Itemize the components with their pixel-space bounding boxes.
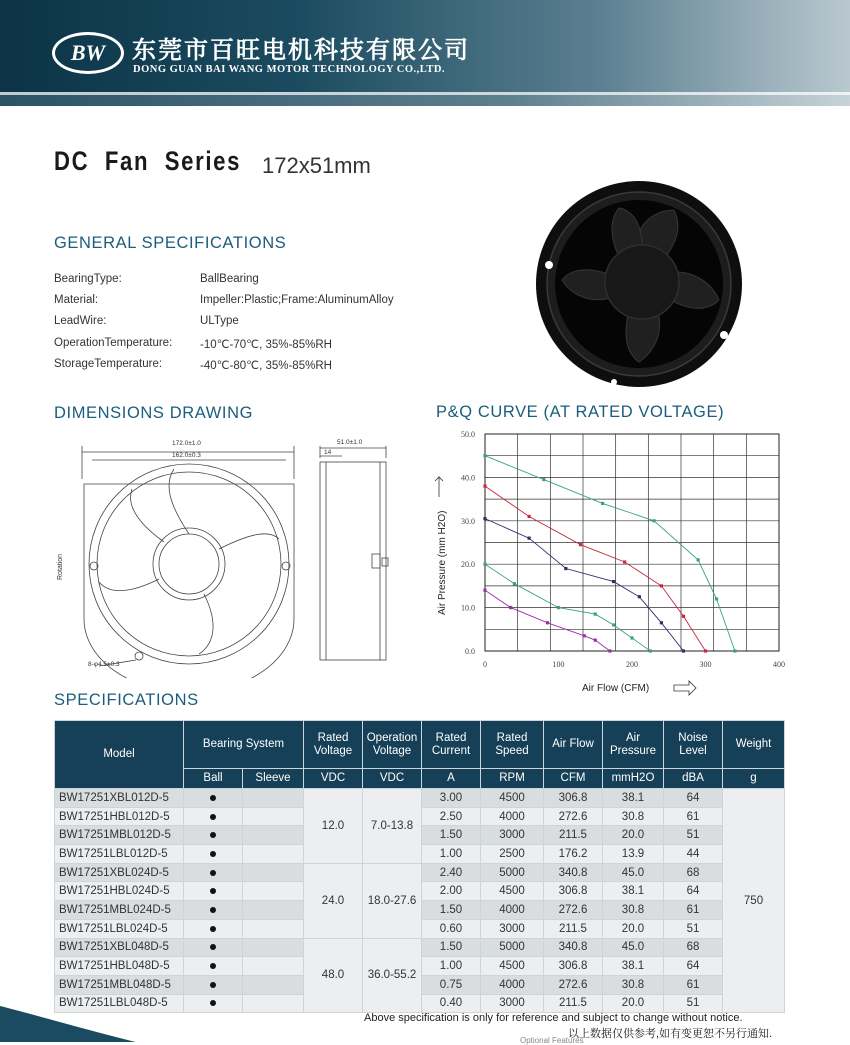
company-name-cn: 东莞市百旺电机科技有限公司	[132, 35, 470, 64]
cell-ball	[184, 975, 243, 994]
cell-ball	[184, 994, 243, 1013]
unit-opvoltage: VDC	[363, 769, 422, 789]
col-weight: Weight	[723, 721, 785, 769]
general-spec-value: Impeller:Plastic;Frame:AluminumAlloy	[200, 294, 394, 307]
pq-series-group	[483, 454, 736, 652]
cell-speed: 2500	[481, 845, 544, 864]
cell-current: 1.00	[422, 845, 481, 864]
corner-decoration	[0, 1000, 140, 1042]
cell-ball	[184, 826, 243, 845]
cell-speed: 5000	[481, 938, 544, 957]
cell-airflow: 211.5	[544, 994, 603, 1013]
specifications-body	[55, 789, 785, 1013]
cell-opvoltage: 7.0-13.8	[363, 789, 422, 864]
pq-series-point	[630, 636, 633, 639]
ball-bearing-dot-icon	[210, 851, 216, 857]
cell-model: BW17251HBL048D-5	[55, 957, 184, 976]
dimensions-drawing	[54, 434, 410, 678]
cell-airflow: 306.8	[544, 882, 603, 901]
ball-bearing-dot-icon	[210, 870, 216, 876]
ball-bearing-dot-icon	[210, 926, 216, 932]
cell-sleeve	[243, 789, 304, 808]
cell-pressure: 45.0	[603, 863, 664, 882]
pq-series-point	[564, 567, 567, 570]
col-pressure: Air Pressure	[603, 721, 664, 769]
cell-sleeve	[243, 994, 304, 1013]
unit-airflow: CFM	[544, 769, 603, 789]
pq-series-point	[652, 519, 655, 522]
dimensions-heading: DIMENSIONS DRAWING	[54, 404, 254, 422]
dim-14-label: 14	[324, 449, 332, 456]
pq-series-point	[483, 454, 486, 457]
pq-y-tick-label: 20.0	[461, 560, 475, 570]
dim-width-label: 172.0±1.0	[172, 440, 201, 447]
cell-sleeve	[243, 975, 304, 994]
cell-model: BW17251MBL024D-5	[55, 901, 184, 920]
cell-current: 0.75	[422, 975, 481, 994]
table-row	[55, 863, 785, 882]
col-bearing: Bearing System	[184, 721, 304, 769]
cell-model: BW17251XBL024D-5	[55, 863, 184, 882]
pq-y-axis-label: Air Pressure (mm H2O)	[437, 510, 448, 615]
pq-series-line	[485, 456, 735, 651]
cell-model: BW17251XBL012D-5	[55, 789, 184, 808]
col-voltage: Rated Voltage	[304, 721, 363, 769]
cell-airflow: 272.6	[544, 807, 603, 826]
cell-model: BW17251MBL048D-5	[55, 975, 184, 994]
cell-airflow: 340.8	[544, 863, 603, 882]
up-arrow-icon	[435, 477, 443, 497]
cell-pressure: 13.9	[603, 845, 664, 864]
unit-ball: Ball	[184, 769, 243, 789]
cell-model: BW17251MBL012D-5	[55, 826, 184, 845]
cell-model: BW17251HBL024D-5	[55, 882, 184, 901]
general-spec-label: OperationTemperature:	[54, 336, 173, 349]
table-row	[55, 789, 785, 808]
pq-x-tick-label: 100	[552, 660, 565, 669]
pq-series-point	[583, 634, 586, 637]
cell-pressure: 30.8	[603, 807, 664, 826]
dim-depth-label: 51.0±1.0	[337, 439, 363, 446]
cell-airflow: 272.6	[544, 975, 603, 994]
ball-bearing-dot-icon	[210, 888, 216, 894]
pq-series-point	[660, 621, 663, 624]
cell-airflow: 176.2	[544, 845, 603, 864]
pq-series-point	[483, 589, 486, 592]
cell-speed: 5000	[481, 863, 544, 882]
general-spec-label: StorageTemperature:	[54, 357, 163, 370]
pq-series-point	[704, 649, 707, 652]
cell-speed: 4000	[481, 901, 544, 920]
cell-speed: 4000	[481, 807, 544, 826]
cell-sleeve	[243, 807, 304, 826]
pq-y-tick-labels	[461, 430, 475, 656]
cell-noise: 61	[664, 975, 723, 994]
unit-weight: g	[723, 769, 785, 789]
cell-ball	[184, 901, 243, 920]
cell-sleeve	[243, 901, 304, 920]
dim-inner-label: 162.0±0.3	[172, 452, 201, 459]
cell-noise: 51	[664, 826, 723, 845]
cell-speed: 4500	[481, 882, 544, 901]
cell-current: 3.00	[422, 789, 481, 808]
cell-pressure: 20.0	[603, 826, 664, 845]
ball-bearing-dot-icon	[210, 907, 216, 913]
cell-current: 0.40	[422, 994, 481, 1013]
cell-airflow: 306.8	[544, 789, 603, 808]
pq-series-point	[509, 606, 512, 609]
cell-pressure: 38.1	[603, 789, 664, 808]
cell-pressure: 38.1	[603, 957, 664, 976]
cell-airflow: 211.5	[544, 919, 603, 938]
company-name-en: DONG GUAN BAI WANG MOTOR TECHNOLOGY CO.,LTD.	[133, 64, 446, 75]
cell-noise: 68	[664, 863, 723, 882]
cell-noise: 61	[664, 807, 723, 826]
cell-sleeve	[243, 919, 304, 938]
dim-rotation-label: Rotation	[57, 553, 64, 580]
pq-series-point	[660, 584, 663, 587]
cell-ball	[184, 789, 243, 808]
cell-sleeve	[243, 938, 304, 957]
cell-speed: 4500	[481, 789, 544, 808]
cell-airflow: 306.8	[544, 957, 603, 976]
pq-x-tick-labels	[483, 660, 785, 669]
pq-y-tick-label: 10.0	[461, 603, 475, 613]
unit-sleeve: Sleeve	[243, 769, 304, 789]
pq-y-tick-label: 0.0	[465, 647, 475, 656]
general-spec-label: LeadWire:	[54, 315, 107, 328]
pq-series-point	[715, 597, 718, 600]
pq-x-tick-label: 400	[773, 660, 785, 669]
cell-sleeve	[243, 863, 304, 882]
cell-airflow: 211.5	[544, 826, 603, 845]
cell-model: BW17251XBL048D-5	[55, 938, 184, 957]
ball-bearing-dot-icon	[210, 832, 216, 838]
pq-curve-chart	[434, 425, 794, 697]
pq-series-point	[612, 580, 615, 583]
cell-airflow: 272.6	[544, 901, 603, 920]
series-size: 172x51mm	[262, 153, 371, 178]
cell-speed: 3000	[481, 994, 544, 1013]
general-spec-value: -40℃-80℃, 35%-85%RH	[200, 359, 332, 372]
unit-pressure: mmH2O	[603, 769, 664, 789]
pq-x-tick-label: 200	[626, 660, 638, 669]
cell-speed: 4500	[481, 957, 544, 976]
general-spec-value: ULType	[200, 315, 239, 328]
cell-pressure: 20.0	[603, 919, 664, 938]
dim-hole-label: 8-φ4.5±0.3	[88, 661, 120, 668]
cell-sleeve	[243, 882, 304, 901]
unit-speed: RPM	[481, 769, 544, 789]
specifications-heading: SPECIFICATIONS	[54, 691, 199, 709]
cell-noise: 51	[664, 994, 723, 1013]
disclaimer-en: Above specification is only for reference and subject to change without notice.	[364, 1012, 743, 1024]
cell-pressure: 45.0	[603, 938, 664, 957]
cell-sleeve	[243, 957, 304, 976]
cell-opvoltage: 18.0-27.6	[363, 863, 422, 938]
cell-ball	[184, 845, 243, 864]
cell-voltage: 12.0	[304, 789, 363, 864]
cell-model: BW17251LBL024D-5	[55, 919, 184, 938]
cell-speed: 4000	[481, 975, 544, 994]
pq-x-tick-label: 0	[483, 660, 487, 669]
cell-speed: 3000	[481, 826, 544, 845]
cell-current: 2.40	[422, 863, 481, 882]
cell-opvoltage: 36.0-55.2	[363, 938, 422, 1013]
fan-photo	[534, 180, 744, 388]
optional-features-label: Optional Features	[520, 1036, 584, 1045]
pq-series-line	[485, 590, 610, 651]
cell-current: 2.00	[422, 882, 481, 901]
pq-series-point	[682, 649, 685, 652]
cell-weight: 750	[723, 789, 785, 1013]
table-row	[55, 938, 785, 957]
pq-series-point	[649, 649, 652, 652]
pq-series-point	[483, 563, 486, 566]
pq-y-tick-label: 40.0	[461, 473, 475, 483]
ball-bearing-dot-icon	[210, 982, 216, 988]
pq-y-tick-label: 50.0	[461, 430, 475, 439]
pq-curve-heading: P&Q CURVE (AT RATED VOLTAGE)	[436, 403, 725, 421]
cell-noise: 68	[664, 938, 723, 957]
cell-voltage: 24.0	[304, 863, 363, 938]
pq-series-point	[601, 502, 604, 505]
pq-series-point	[483, 517, 486, 520]
cell-current: 1.50	[422, 826, 481, 845]
pq-series-point	[623, 560, 626, 563]
pq-grid	[485, 434, 779, 651]
cell-pressure: 38.1	[603, 882, 664, 901]
unit-noise: dBA	[664, 769, 723, 789]
col-current: Rated Current	[422, 721, 481, 769]
cell-noise: 61	[664, 901, 723, 920]
unit-voltage: VDC	[304, 769, 363, 789]
cell-noise: 64	[664, 957, 723, 976]
col-model: Model	[55, 721, 184, 789]
pq-series-point	[733, 649, 736, 652]
pq-x-tick-label: 300	[699, 660, 712, 669]
ball-bearing-dot-icon	[210, 795, 216, 801]
general-spec-label: Material:	[54, 294, 99, 307]
specifications-table	[54, 720, 785, 1013]
series-title: DC Fan Series	[54, 146, 242, 176]
pq-series-point	[638, 595, 641, 598]
pq-series-line	[485, 486, 706, 651]
cell-ball	[184, 938, 243, 957]
pq-series-point	[528, 537, 531, 540]
cell-ball	[184, 957, 243, 976]
cell-sleeve	[243, 845, 304, 864]
cell-current: 0.60	[422, 919, 481, 938]
general-spec-value: -10℃-70℃, 35%-85%RH	[200, 338, 332, 351]
cell-noise: 64	[664, 789, 723, 808]
cell-ball	[184, 882, 243, 901]
cell-airflow: 340.8	[544, 938, 603, 957]
cell-ball	[184, 919, 243, 938]
company-logo: BW	[52, 32, 124, 74]
pq-x-axis-label: Air Flow (CFM)	[582, 683, 650, 694]
right-arrow-icon	[674, 681, 696, 695]
col-opvoltage: Operation Voltage	[363, 721, 422, 769]
pq-series-point	[612, 623, 615, 626]
pq-series-point	[483, 484, 486, 487]
pq-series-point	[579, 543, 582, 546]
pq-series-point	[542, 478, 545, 481]
cell-sleeve	[243, 826, 304, 845]
col-noise: Noise Level	[664, 721, 723, 769]
ball-bearing-dot-icon	[210, 944, 216, 950]
pq-series-point	[546, 621, 549, 624]
cell-current: 1.50	[422, 901, 481, 920]
cell-current: 2.50	[422, 807, 481, 826]
pq-series-point	[557, 606, 560, 609]
pq-series-point	[513, 582, 516, 585]
cell-ball	[184, 863, 243, 882]
cell-model: BW17251LBL012D-5	[55, 845, 184, 864]
ball-bearing-dot-icon	[210, 814, 216, 820]
cell-pressure: 30.8	[603, 975, 664, 994]
general-spec-heading: GENERAL SPECIFICATIONS	[54, 234, 287, 252]
general-spec-value: BallBearing	[200, 273, 259, 285]
ball-bearing-dot-icon	[210, 963, 216, 969]
pq-series-point	[594, 613, 597, 616]
pq-series-point	[528, 515, 531, 518]
pq-series-point	[594, 639, 597, 642]
cell-noise: 64	[664, 882, 723, 901]
cell-model: BW17251HBL012D-5	[55, 807, 184, 826]
unit-current: A	[422, 769, 481, 789]
col-airflow: Air Flow	[544, 721, 603, 769]
disclaimer-cn: 以上数据仅供参考,如有变更恕不另行通知.	[568, 1028, 773, 1040]
general-spec-label: BearingType:	[54, 273, 122, 285]
ball-bearing-dot-icon	[210, 1000, 216, 1006]
cell-current: 1.00	[422, 957, 481, 976]
cell-current: 1.50	[422, 938, 481, 957]
cell-noise: 51	[664, 919, 723, 938]
pq-series-point	[682, 615, 685, 618]
pq-series-point	[608, 649, 611, 652]
cell-pressure: 20.0	[603, 994, 664, 1013]
cell-voltage: 48.0	[304, 938, 363, 1013]
cell-ball	[184, 807, 243, 826]
cell-pressure: 30.8	[603, 901, 664, 920]
cell-model: BW17251LBL048D-5	[55, 994, 184, 1013]
cell-speed: 3000	[481, 919, 544, 938]
col-speed: Rated Speed	[481, 721, 544, 769]
header-stripe-line	[0, 92, 850, 95]
pq-y-tick-label: 30.0	[461, 516, 475, 526]
cell-noise: 44	[664, 845, 723, 864]
pq-series-point	[697, 558, 700, 561]
